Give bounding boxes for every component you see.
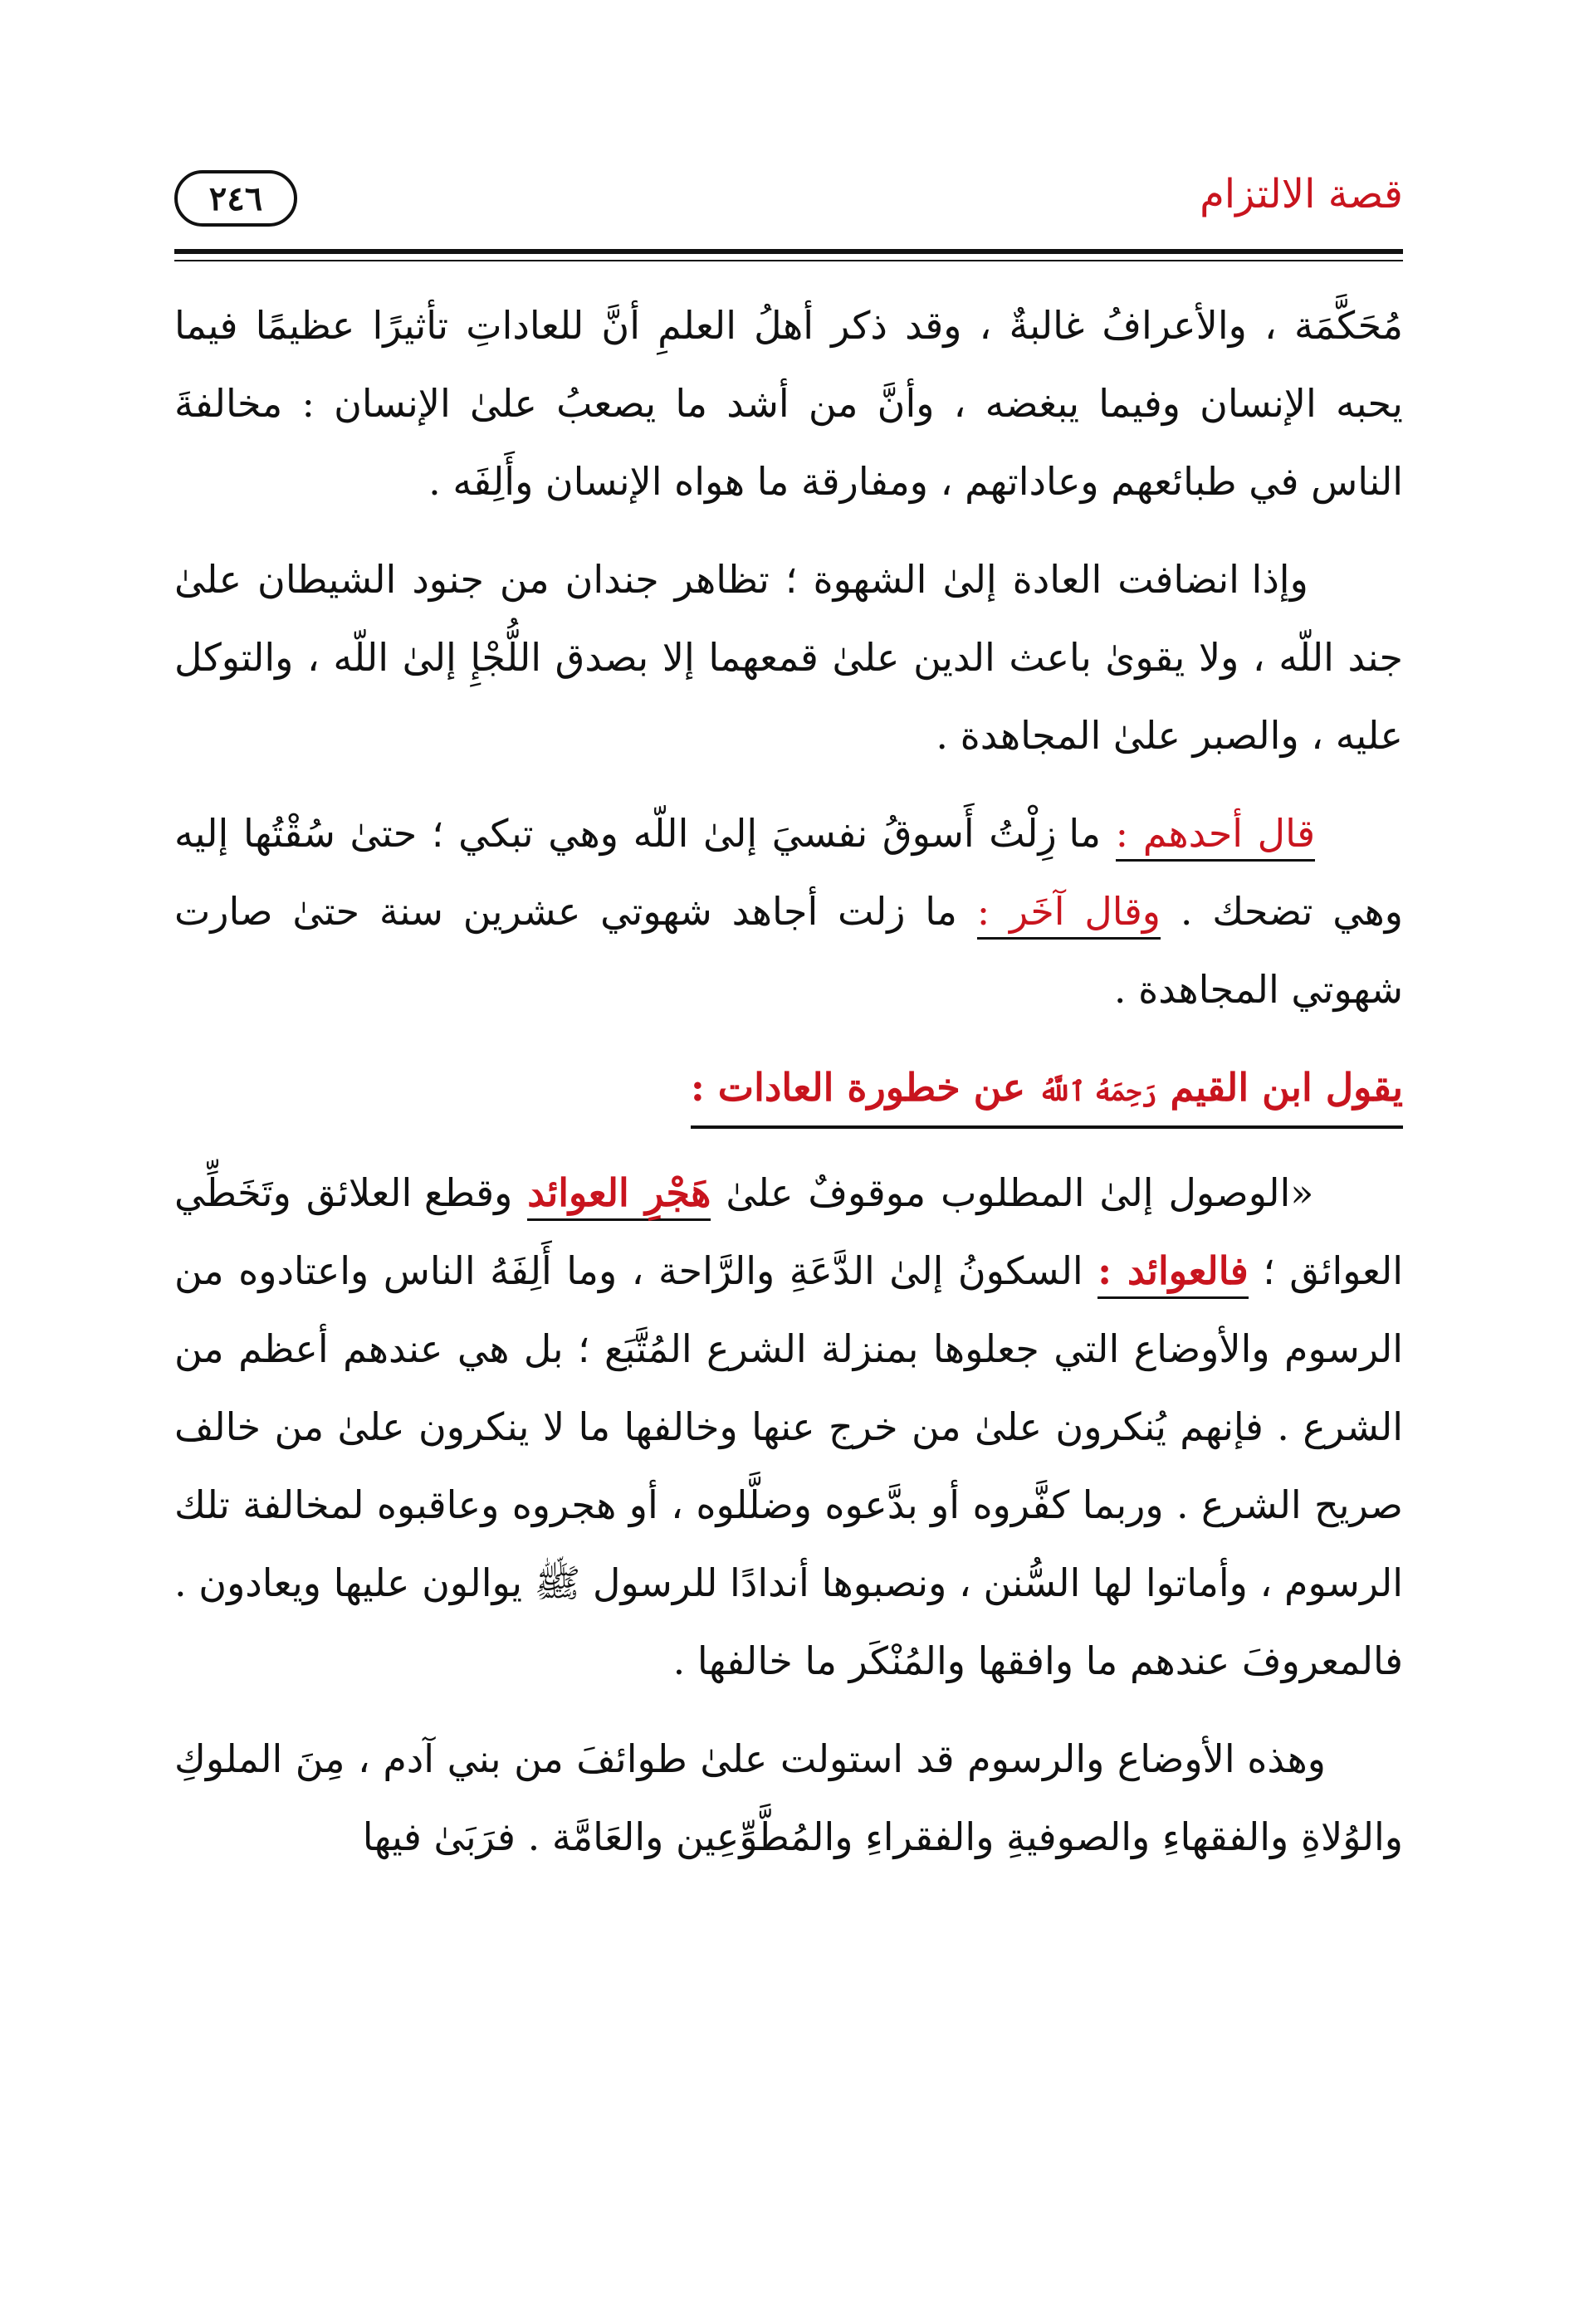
page-number-badge bbox=[174, 170, 297, 227]
paragraph-1: مُحَكَّمَة ، والأعرافُ غالبةٌ ، وقد ذكر أهلُ العلمِ أنَّ للعاداتِ تأثيرًا عظيمًا فيما يحبه الإنسان وفيما يبغضه ، وأنَّ من أشد ما يصعبُ علىٰ الإنسان : مخالفةَ الناس في طبائعهم وعاداتهم ، ومفارقة ما هواه الإنسان وأَلِفَه . bbox=[174, 303, 1403, 504]
quote-1: ما زِلْتُ أَسوقُ نفسيَ إلىٰ اللّه وهي تبكي ؛ حتىٰ سُقْتُها إليه وهي تضحك . bbox=[174, 811, 1404, 934]
section-heading bbox=[691, 1058, 1403, 1129]
quote-2: ما زلت أجاهد شهوتي عشرين سنة حتىٰ صارت شهوتي المجاهدة . bbox=[174, 889, 1403, 1012]
book-title: قصة الالتزام bbox=[1200, 171, 1403, 217]
heading-text-after: عن خطورة العادات : bbox=[690, 1065, 1026, 1110]
quote-text-1: «الوصول إلىٰ المطلوب موقوفٌ علىٰ bbox=[726, 1170, 1314, 1215]
page-header bbox=[174, 166, 1403, 237]
page-body bbox=[174, 286, 1403, 1896]
header-rule-thick bbox=[174, 249, 1403, 254]
emphasis-hajr-al-awaid: هَجْرِ العوائد bbox=[527, 1170, 711, 1221]
header-rule-thin bbox=[174, 260, 1403, 261]
paragraph-4 bbox=[174, 1154, 1403, 1700]
speaker-label-2: وقال آخَر : bbox=[977, 889, 1161, 940]
paragraph-5-text: وهذه الأوضاع والرسوم قد استولت علىٰ طوائفَ من بني آدم ، مِنَ الملوكِ والوُلاةِ والفقهاءِ والصوفيةِ والفقراءِ والمُطَّوِّعِين والعَامَّة . فرَبَىٰ فيها bbox=[174, 1736, 1403, 1859]
honorific-ligature: رَحِمَهُ ٱللَّهُ bbox=[1039, 1076, 1157, 1107]
paragraph-3 bbox=[174, 794, 1403, 1028]
paragraph-5 bbox=[174, 1720, 1403, 1876]
speaker-label-1: قال أحدهم : bbox=[1116, 811, 1315, 862]
quote-text-2: وقطع العلائق وتَخَطِّي العوائق ؛ bbox=[174, 1170, 1403, 1293]
paragraph-2 bbox=[174, 540, 1403, 774]
emphasis-al-awaid: فالعوائد : bbox=[1097, 1248, 1249, 1299]
salutation-ligature: ﷺ bbox=[534, 1560, 581, 1605]
heading-text-before: يقول ابن القيم bbox=[1170, 1065, 1403, 1110]
page-number: ٢٤٦ bbox=[208, 178, 263, 218]
paragraph-2-text: وإذا انضافت العادة إلىٰ الشهوة ؛ تظاهر جندان من جنود الشيطان علىٰ جند اللّه ، ولا يقوىٰ باعث الدين علىٰ قمعهما إلا بصدق اللُّجْإِ إلىٰ اللّه ، والتوكل عليه ، والصبر علىٰ المجاهدة . bbox=[174, 557, 1403, 758]
quote-text-3: السكونُ إلىٰ الدَّعَةِ والرَّاحة ، وما أَلِفَهُ الناس واعتادوه من الرسوم والأوضاع التي جعلوها بمنزلة الشرع المُتَّبَع ؛ بل هي عندهم أعظم من الشرع . فإنهم يُنكرون علىٰ من خرج عنها وخالفها ما لا ينكرون علىٰ من خالف صريح الشرع . وربما كفَّروه أو بدَّعوه وضلَّلوه ، أو هجروه وعاقبوه لمخالفة تلك الرسوم ، وأماتوا لها السُّنن ، ونصبوها أندادًا للرسول bbox=[174, 1248, 1404, 1605]
quote-text-4: يوالون عليها ويعادون . فالمعروفَ عندهم ما وافقها والمُنْكَر ما خالفها . bbox=[174, 1560, 1403, 1683]
